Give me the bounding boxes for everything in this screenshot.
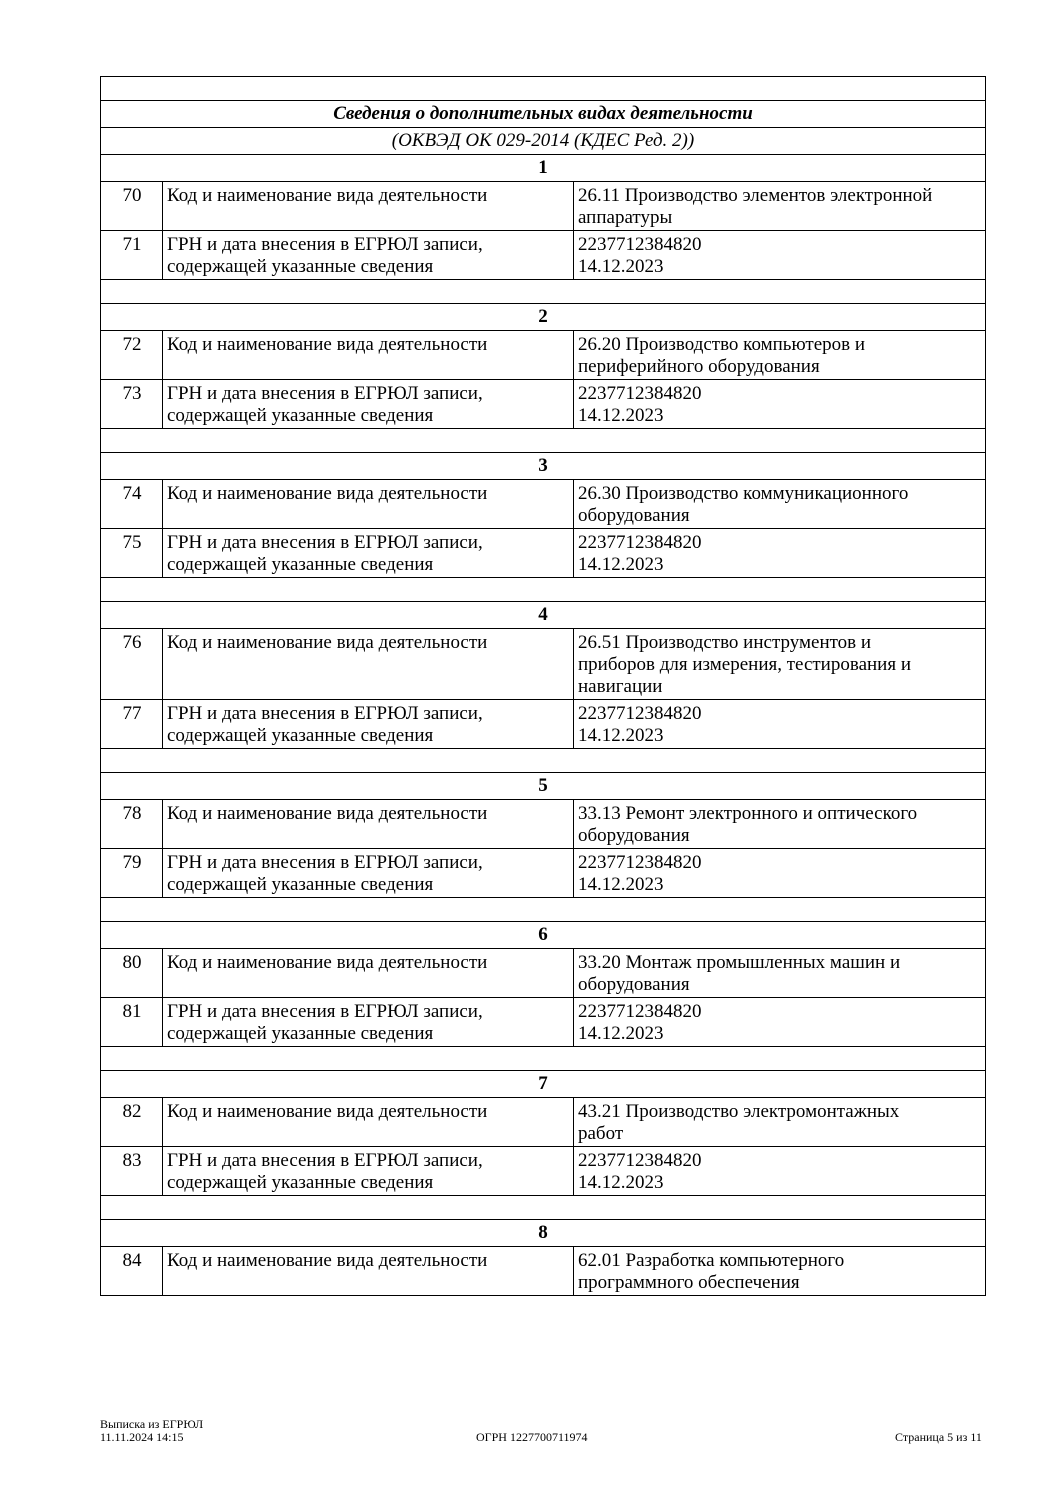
group-header-row xyxy=(101,922,986,949)
table-row xyxy=(101,331,986,380)
field-value: 33.20 Монтаж промышленных машин и оборудования xyxy=(574,949,986,998)
table-row xyxy=(101,849,986,898)
blank-cell xyxy=(101,1047,986,1071)
blank-cell xyxy=(101,1196,986,1220)
field-value: 2237712384820 14.12.2023 xyxy=(574,700,986,749)
group-header-row xyxy=(101,453,986,480)
section-title: Сведения о дополнительных видах деятельности xyxy=(101,101,986,128)
field-value: 62.01 Разработка компьютерного программного обеспечения xyxy=(574,1247,986,1296)
row-number: 82 xyxy=(101,1098,163,1147)
field-label: ГРН и дата внесения в ЕГРЮЛ записи, содержащей указанные сведения xyxy=(163,998,574,1047)
blank-row xyxy=(101,429,986,453)
table-row xyxy=(101,529,986,578)
field-label: Код и наименование вида деятельности xyxy=(163,480,574,529)
group-header-row xyxy=(101,602,986,629)
group-number: 6 xyxy=(101,922,986,949)
row-number: 75 xyxy=(101,529,163,578)
field-value: 2237712384820 14.12.2023 xyxy=(574,998,986,1047)
blank-row xyxy=(101,898,986,922)
table-row xyxy=(101,629,986,700)
field-label: ГРН и дата внесения в ЕГРЮЛ записи, содержащей указанные сведения xyxy=(163,380,574,429)
table-row xyxy=(101,1098,986,1147)
section-subtitle-row xyxy=(101,128,986,155)
row-number: 74 xyxy=(101,480,163,529)
row-number: 76 xyxy=(101,629,163,700)
field-label: Код и наименование вида деятельности xyxy=(163,1098,574,1147)
group-header-row xyxy=(101,773,986,800)
row-number: 70 xyxy=(101,182,163,231)
row-number: 83 xyxy=(101,1147,163,1196)
section-title-row xyxy=(101,101,986,128)
field-label: ГРН и дата внесения в ЕГРЮЛ записи, содержащей указанные сведения xyxy=(163,700,574,749)
table-row xyxy=(101,231,986,280)
table-row xyxy=(101,480,986,529)
footer-datetime: 11.11.2024 14:15 xyxy=(100,1430,184,1444)
table-row xyxy=(101,700,986,749)
table-row xyxy=(101,949,986,998)
row-number: 73 xyxy=(101,380,163,429)
row-number: 80 xyxy=(101,949,163,998)
field-value: 33.13 Ремонт электронного и оптического оборудования xyxy=(574,800,986,849)
field-value: 26.30 Производство коммуникационного оборудования xyxy=(574,480,986,529)
blank-row xyxy=(101,749,986,773)
field-label: Код и наименование вида деятельности xyxy=(163,182,574,231)
blank-cell xyxy=(101,280,986,304)
group-number: 3 xyxy=(101,453,986,480)
field-value: 2237712384820 14.12.2023 xyxy=(574,849,986,898)
row-number: 79 xyxy=(101,849,163,898)
table-row xyxy=(101,1247,986,1296)
footer-doc-info xyxy=(100,1418,203,1444)
footer-ogrn: ОГРН 1227700711974 xyxy=(476,1430,588,1444)
table-row xyxy=(101,380,986,429)
row-number: 72 xyxy=(101,331,163,380)
field-value: 43.21 Производство электромонтажных работ xyxy=(574,1098,986,1147)
field-label: ГРН и дата внесения в ЕГРЮЛ записи, содержащей указанные сведения xyxy=(163,849,574,898)
group-number: 5 xyxy=(101,773,986,800)
row-number: 84 xyxy=(101,1247,163,1296)
table-row xyxy=(101,182,986,231)
table-row xyxy=(101,800,986,849)
field-label: Код и наименование вида деятельности xyxy=(163,949,574,998)
field-value: 26.51 Производство инструментов и приборов для измерения, тестирования и навигации xyxy=(574,629,986,700)
field-label: Код и наименование вида деятельности xyxy=(163,800,574,849)
field-value: 26.11 Производство элементов электронной аппаратуры xyxy=(574,182,986,231)
blank-row xyxy=(101,1196,986,1220)
blank-row xyxy=(101,1047,986,1071)
section-subtitle: (ОКВЭД ОК 029-2014 (КДЕС Ред. 2)) xyxy=(101,128,986,155)
row-number: 71 xyxy=(101,231,163,280)
row-number: 78 xyxy=(101,800,163,849)
blank-cell xyxy=(101,749,986,773)
field-label: ГРН и дата внесения в ЕГРЮЛ записи, содержащей указанные сведения xyxy=(163,231,574,280)
group-number: 1 xyxy=(101,155,986,182)
row-number: 81 xyxy=(101,998,163,1047)
group-header-row xyxy=(101,304,986,331)
field-label: Код и наименование вида деятельности xyxy=(163,331,574,380)
field-value: 2237712384820 14.12.2023 xyxy=(574,1147,986,1196)
footer-doc-name: Выписка из ЕГРЮЛ xyxy=(100,1417,204,1431)
blank-row xyxy=(101,77,986,101)
table-row xyxy=(101,998,986,1047)
blank-cell xyxy=(101,429,986,453)
group-number: 7 xyxy=(101,1071,986,1098)
activities-table xyxy=(100,76,986,1296)
group-number: 4 xyxy=(101,602,986,629)
row-number: 77 xyxy=(101,700,163,749)
group-header-row xyxy=(101,1071,986,1098)
group-header-row xyxy=(101,155,986,182)
field-value: 2237712384820 14.12.2023 xyxy=(574,529,986,578)
blank-cell xyxy=(101,578,986,602)
field-label: Код и наименование вида деятельности xyxy=(163,1247,574,1296)
field-label: ГРН и дата внесения в ЕГРЮЛ записи, содержащей указанные сведения xyxy=(163,1147,574,1196)
group-header-row xyxy=(101,1220,986,1247)
blank-cell xyxy=(101,898,986,922)
table-row xyxy=(101,1147,986,1196)
field-label: Код и наименование вида деятельности xyxy=(163,629,574,700)
footer-page-number: Страница 5 из 11 xyxy=(895,1430,982,1444)
blank-row xyxy=(101,578,986,602)
group-number: 8 xyxy=(101,1220,986,1247)
field-value: 26.20 Производство компьютеров и периферийного оборудования xyxy=(574,331,986,380)
blank-row xyxy=(101,280,986,304)
field-value: 2237712384820 14.12.2023 xyxy=(574,231,986,280)
group-number: 2 xyxy=(101,304,986,331)
field-value: 2237712384820 14.12.2023 xyxy=(574,380,986,429)
field-label: ГРН и дата внесения в ЕГРЮЛ записи, содержащей указанные сведения xyxy=(163,529,574,578)
